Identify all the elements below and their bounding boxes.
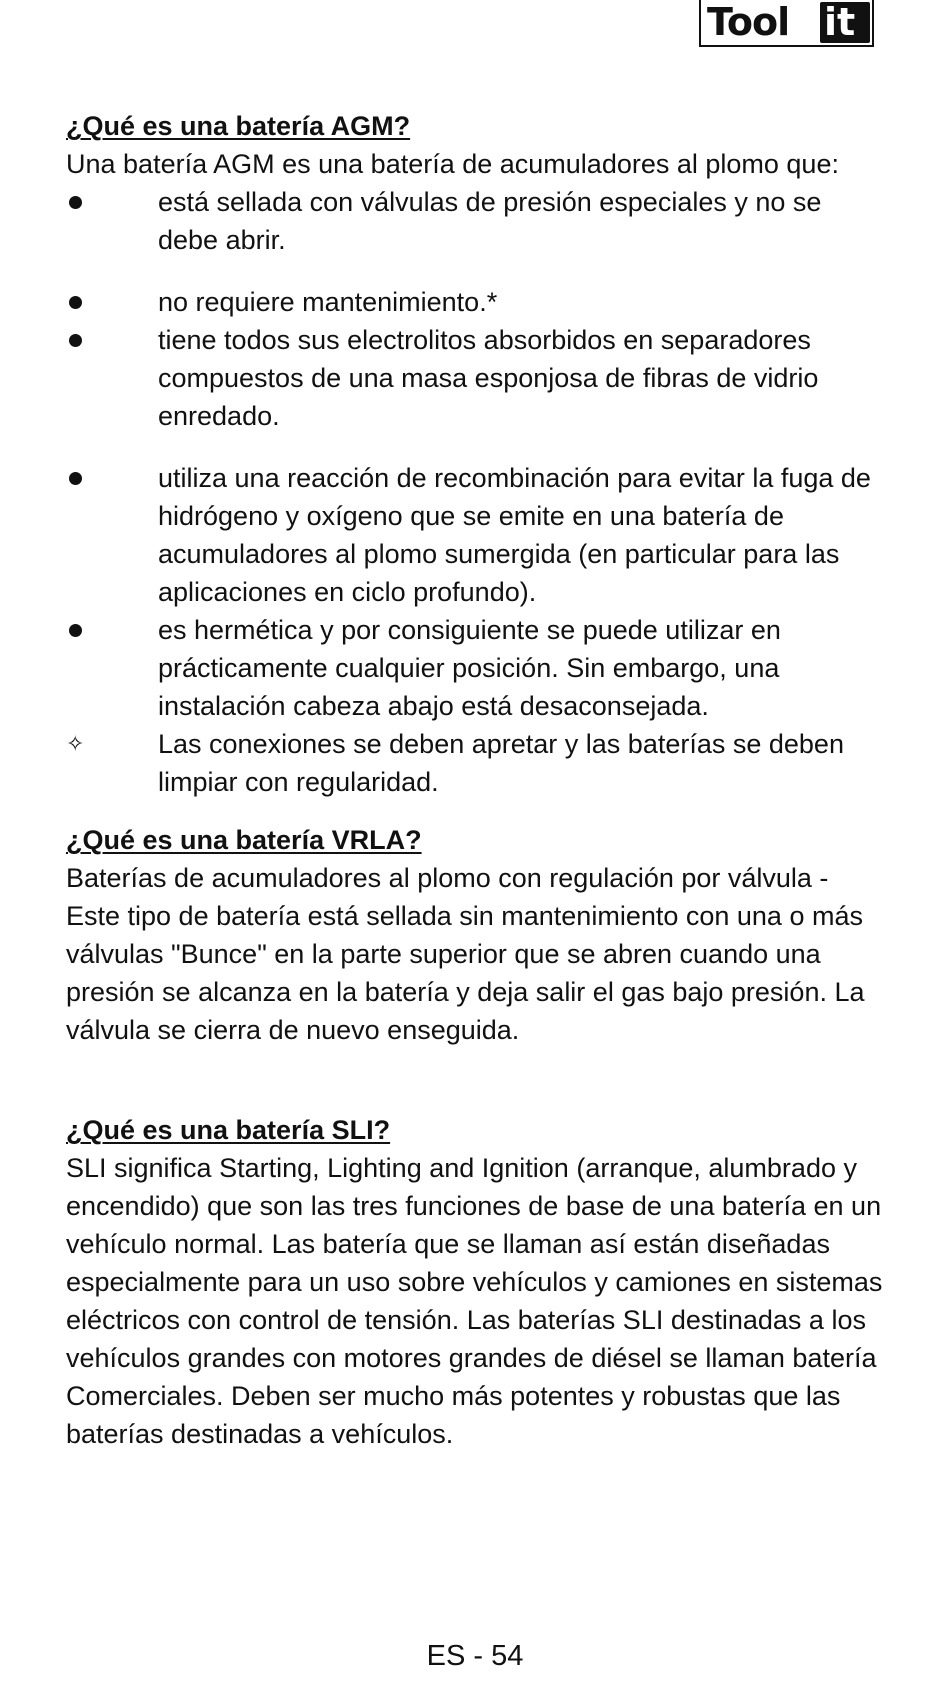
section-body-vrla: Baterías de acumuladores al plomo con regulación por válvula - Este tipo de batería está sellada sin mantenimiento con una o más válvulas "Bunce" en la parte superior que se abren cuando una presión se alcanza en la batería y deja salir el gas bajo presión. La válvula se cierra de nuevo enseguida. (66, 863, 865, 1045)
list-item (66, 283, 886, 321)
section-heading-vrla: ¿Qué es una batería VRLA? (66, 825, 422, 855)
bullet-icon (69, 296, 82, 309)
section-intro-agm: Una batería AGM es una batería de acumuladores al plomo que: (66, 149, 839, 179)
agm-feature-list (66, 183, 886, 801)
section-sli (66, 1111, 886, 1453)
page-number: ES - 54 (426, 1640, 524, 1672)
list-item-text: no requiere mantenimiento.* (158, 287, 498, 317)
list-item (66, 611, 886, 725)
section-agm (66, 107, 886, 801)
list-item (66, 725, 886, 801)
section-heading-agm: ¿Qué es una batería AGM? (66, 111, 411, 141)
list-item-text: Las conexiones se deben apretar y las baterías se deben limpiar con regularidad. (158, 729, 844, 797)
section-vrla (66, 821, 886, 1049)
list-item-text: utiliza una reacción de recombinación para evitar la fuga de hidrógeno y oxígeno que se emite en una batería de acumuladores al plomo sumergida (en particular para las aplicaciones en ciclo profundo). (158, 463, 871, 607)
list-item (66, 321, 886, 435)
section-body-sli: SLI significa Starting, Lighting and Ignition (arranque, alumbrado y encendido) que son las tres funciones de base de una batería en un vehículo normal. Las batería que se llaman así están diseñadas especialmente para un uso sobre vehículos y camiones en sistemas eléctricos con control de tensión. Las baterías SLI destinadas a los vehículos grandes con motores grandes de diésel se llaman batería Comerciales. Deben ser mucho más potentes y robustas que las baterías destinadas a vehículos. (66, 1153, 883, 1449)
list-item (66, 183, 886, 259)
logo-box-text: it (824, 0, 856, 44)
diamond-icon: ✧ (66, 731, 85, 756)
bullet-icon (69, 624, 82, 637)
list-item (66, 459, 886, 611)
brand-logo (699, 0, 874, 47)
list-item-text: está sellada con válvulas de presión especiales y no se debe abrir. (158, 187, 822, 255)
main-content (66, 107, 886, 1453)
list-item-text: tiene todos sus electrolitos absorbidos en separadores compuestos de una masa esponjosa de fibras de vidrio enredado. (158, 325, 819, 431)
bullet-icon (69, 196, 82, 209)
logo-text: Tool (707, 0, 790, 44)
logo-box (820, 2, 870, 43)
bullet-icon (69, 334, 82, 347)
section-heading-sli: ¿Qué es una batería SLI? (66, 1115, 391, 1145)
bullet-icon (69, 472, 82, 485)
list-item-text: es hermética y por consiguiente se puede utilizar en prácticamente cualquier posición. Sin embargo, una instalación cabeza abajo está desaconsejada. (158, 615, 781, 721)
